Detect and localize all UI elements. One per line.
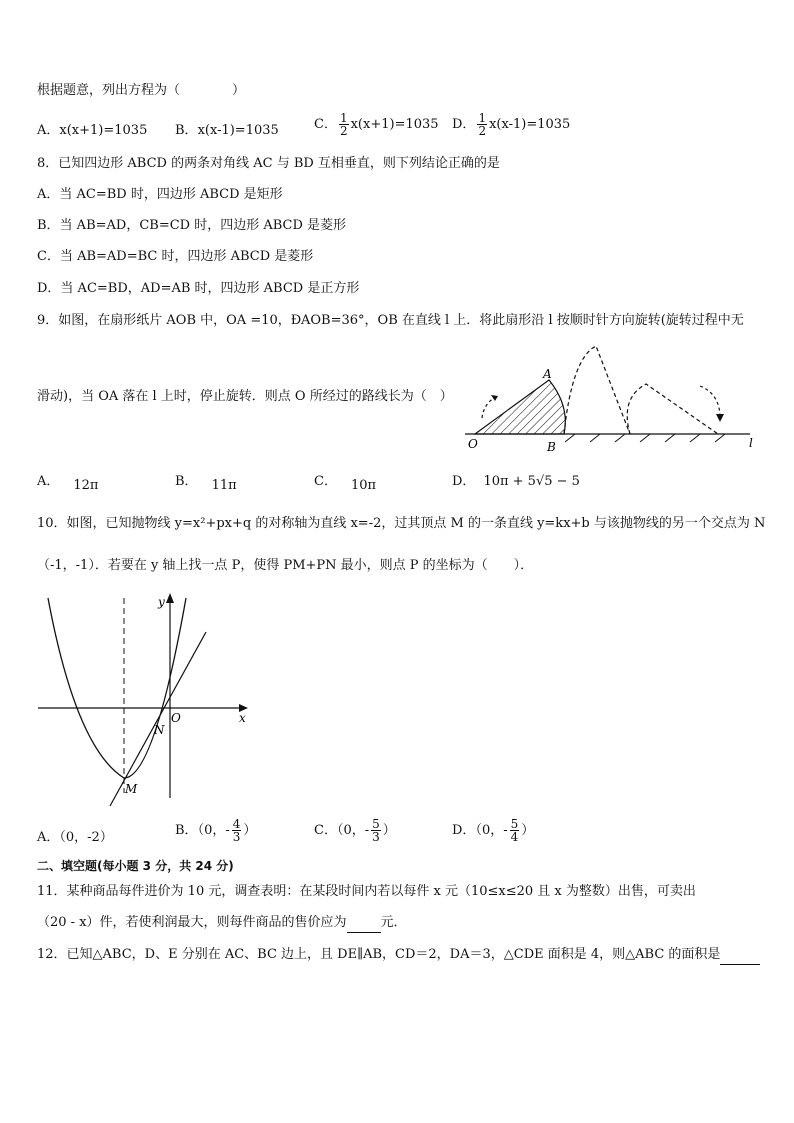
answer-blank[interactable] [347, 914, 381, 933]
dashed-sector-3 [627, 384, 718, 434]
parabola [48, 598, 186, 778]
q9-option-d[interactable]: D． 10π + 5√5 − 5 [452, 474, 580, 489]
label-y: y [158, 595, 165, 609]
fraction: $\frac{5}{4}$ [510, 817, 519, 844]
q7-option-a[interactable]: A．x(x+1)=1035 [37, 123, 148, 138]
q7-stem: 根据题意，列出方程为（ ） [37, 83, 246, 98]
label-b: B [547, 440, 556, 454]
q10-option-a[interactable]: A．（0，-2） [37, 830, 113, 845]
q7-option-c[interactable]: C． $\frac{1}{2}$ x(x+1)=1035 [314, 111, 439, 138]
label-a: A [543, 367, 552, 381]
label-m: M [125, 782, 138, 796]
q9-stem-line2: 滑动)，当 OA 落在 l 上时，停止旋转．则点 O 所经过的路线长为（ ） [37, 389, 453, 404]
label-l: l [749, 436, 753, 450]
q10-stem-line1: 10．如图，已知抛物线 y=x²+px+q 的对称轴为直线 x=-2，过其顶点 M 的一条直线 y=kx+b 与该抛物线的另一个交点为 N [37, 516, 766, 531]
q7-option-b[interactable]: B．x(x-1)=1035 [175, 123, 279, 138]
q10-option-d[interactable]: D．（0，- $\frac{5}{4}$ ） [452, 817, 535, 844]
q10-option-c[interactable]: C．（0，- $\frac{5}{3}$ ） [314, 817, 396, 844]
q9-option-a[interactable]: A． 12π [37, 474, 99, 493]
fraction: $\frac{5}{3}$ [372, 817, 380, 844]
q12-stem: 12．已知△ABC，D、E 分别在 AC、BC 边上，且 DE∥AB，CD＝2，DA＝3，△CDE 面积是 4，则△ABC 的面积是 [37, 946, 760, 965]
q10-stem-line2: （-1，-1）．若要在 y 轴上找一点 P，使得 PM+PN 最小，则点 P 的坐标为（ ）． [37, 558, 534, 573]
dashed-sector-2 [564, 346, 630, 434]
answer-blank[interactable] [720, 946, 760, 965]
q8-option-a[interactable]: A．当 AC=BD 时，四边形 ABCD 是矩形 [37, 187, 283, 202]
q9-option-c[interactable]: C． 10π [314, 474, 377, 493]
q9-stem-line1: 9．如图，在扇形纸片 AOB 中，OA =10，ÐAOB=36°，OB 在直线 l 上．将此扇形沿 l 按顺时针方向旋转(旋转过程中无 [37, 313, 744, 328]
q9-option-b[interactable]: B． 11π [175, 474, 237, 493]
fraction: $\frac{1}{2}$ [478, 111, 487, 138]
label-o: O [468, 437, 478, 451]
rotation-arrow-right-icon [700, 386, 720, 418]
label-n: N [154, 723, 165, 737]
q10-parabola-figure [36, 588, 256, 808]
q7-option-d[interactable]: D． $\frac{1}{2}$ x(x-1)=1035 [452, 111, 571, 138]
label-x: x [239, 711, 246, 725]
fraction: $\frac{4}{3}$ [232, 817, 241, 844]
q11-stem-line2: （20 - x）件，若使利润最大，则每件商品的售价应为 元． [37, 914, 407, 933]
ground-hatch [565, 434, 725, 442]
label-o: O [171, 711, 181, 725]
sector-aob [475, 380, 565, 434]
q8-option-d[interactable]: D．当 AC=BD，AD=AB 时，四边形 ABCD 是正方形 [37, 281, 360, 296]
q8-option-c[interactable]: C．当 AB=AD=BC 时，四边形 ABCD 是菱形 [37, 249, 314, 264]
q8-stem: 8．已知四边形 ABCD 的两条对角线 AC 与 BD 互相垂直，则下列结论正确的是 [37, 156, 500, 171]
q10-option-b[interactable]: B．（0，- $\frac{4}{3}$ ） [175, 817, 257, 844]
q8-option-b[interactable]: B．当 AB=AD，CB=CD 时，四边形 ABCD 是菱形 [37, 218, 347, 233]
q11-stem-line1: 11．某种商品每件进价为 10 元，调查表明：在某段时间内若以每件 x 元（10≤x≤20 且 x 为整数）出售，可卖出 [37, 884, 696, 899]
fraction: $\frac{1}{2}$ [339, 111, 348, 138]
section-title-fill-in: 二、填空题(每小题 3 分，共 24 分) [37, 859, 234, 873]
q9-sector-rotation-figure [460, 338, 760, 456]
